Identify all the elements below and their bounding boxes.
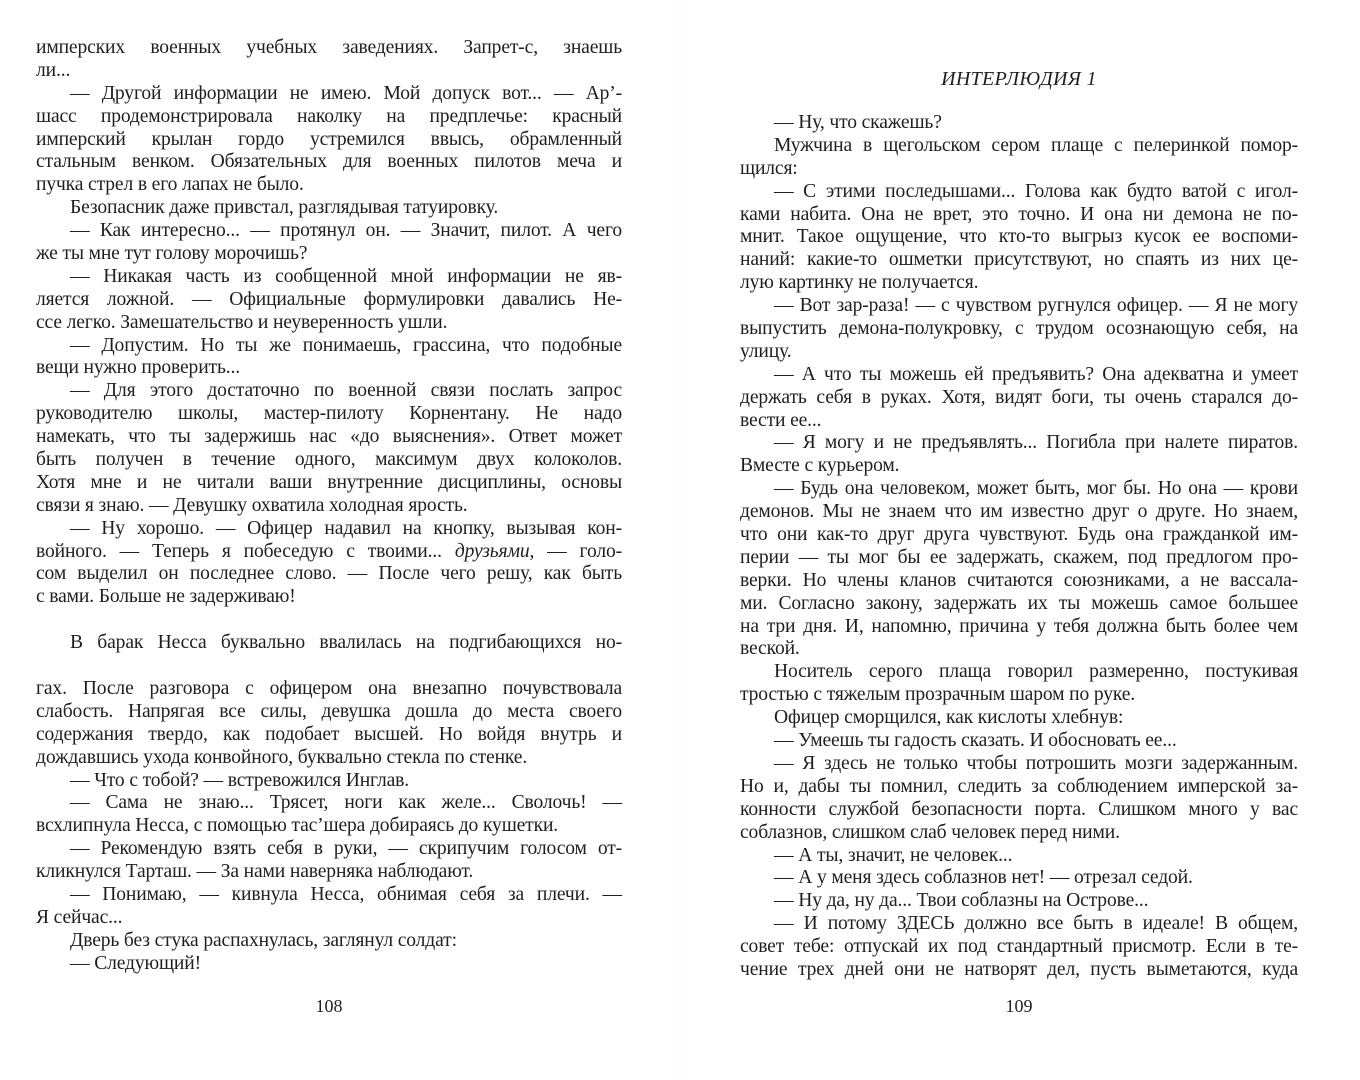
text-line: на три дня. И, напомню, причина у тебя должна быть более чем bbox=[740, 615, 1298, 637]
text-line: совет тебе: отпускай их под стандартный присмотр. Если в те- bbox=[740, 936, 1298, 958]
text-line: демонов. Мы не знаем что им известно друг о друге. Но знаем, bbox=[740, 501, 1298, 523]
text-line: Безопасник даже привстал, разглядывая татуировку. bbox=[70, 197, 499, 219]
text-line: Мужчина в щегольском сером плаще с пелеринкой помор- bbox=[774, 134, 1298, 156]
text-line: конности службой безопасности порта. Слишком много у вас bbox=[740, 798, 1298, 820]
running-head: ИНТЕРЛЮДИЯ 1 bbox=[941, 68, 1097, 90]
text-line: имперских военных учебных заведениях. Запрет-с, знаешь bbox=[36, 37, 622, 58]
text-line: — Допустим. Но ты же понимаешь, грассина, что подобные bbox=[70, 334, 622, 356]
text-line: чение трех дней они не натворят дел, пусть выметаются, куда bbox=[740, 958, 1298, 980]
page-number-right: 109 bbox=[1005, 996, 1033, 1016]
text-line: держать себя в руках. Хотя, видят боги, ты очень старался до- bbox=[740, 386, 1298, 408]
text-line: выпустить демона-полукровку, с трудом осознающую себя, на bbox=[740, 318, 1298, 340]
text-line: намекать, что ты задержишь нас «до выяснения». Ответ может bbox=[36, 426, 622, 448]
book-spine bbox=[679, 0, 681, 1080]
text-line: ляется ложной. — Официальные формулировки давались Не- bbox=[36, 288, 622, 310]
text-line: — Рекомендую взять себя в руки, — скрипучим голосом от- bbox=[70, 838, 622, 860]
text-line: — Ну хорошо. — Офицер надавил на кнопку, вызывая кон- bbox=[70, 517, 622, 539]
text-line: — Я здесь не только чтобы потрошить мозги задержанным. bbox=[774, 752, 1298, 774]
text-line: — Вот зар-раза! — с чувством ругнулся офицер. — Я не могу bbox=[774, 295, 1298, 317]
text-line: с вами. Больше не задерживаю! bbox=[36, 586, 296, 608]
text-line: быть получен в течение одного, максимум двух колоколов. bbox=[36, 449, 622, 471]
text-line: ками набита. Она не врет, это точно. И она ни демона не по- bbox=[740, 203, 1298, 225]
text-line: мнит. Такое ощущение, что кто-то выгрыз кусок ее воспоми- bbox=[740, 226, 1298, 248]
left-page-text bbox=[36, 37, 622, 976]
page-number-left: 108 bbox=[315, 996, 343, 1016]
text-line: ли... bbox=[36, 59, 71, 81]
text-line: — Ну да, ну да... Твои соблазны на Острове... bbox=[774, 890, 1149, 912]
text-line: веской. bbox=[740, 638, 800, 660]
text-line: — Следующий! bbox=[70, 952, 201, 974]
text-line: — А ты, значит, не человек... bbox=[774, 844, 1013, 866]
text-line: улицу. bbox=[740, 340, 792, 362]
text-line: дождавшись ухода конвойного, буквально стекла по стенке. bbox=[36, 746, 528, 768]
text-line: Офицер сморщился, как кислоты хлебнув: bbox=[774, 707, 1124, 729]
text-line: содержания твердо, как подобает высшей. Но войдя внутрь и bbox=[36, 723, 622, 745]
text-line: связи я знаю. — Девушку охватила холодная ярость. bbox=[36, 494, 468, 516]
text-line: стальным венком. Обязательных для военных пилотов меча и bbox=[36, 151, 622, 173]
text-line: руководителю школы, мастер-пилоту Корнентану. Не надо bbox=[36, 403, 622, 425]
text-line: же ты мне тут голову морочишь? bbox=[36, 243, 308, 265]
text-line: вещи нужно проверить... bbox=[36, 357, 240, 379]
text-line: — И потому ЗДЕСЬ должно все быть в идеале! В общем, bbox=[774, 913, 1298, 935]
text-line: войного. — Теперь я побеседую с твоими... друзьями, — голо- bbox=[36, 540, 622, 562]
text-line: — Для этого достаточно по военной связи послать запрос bbox=[70, 380, 622, 402]
text-line: — Умеешь ты гадость сказать. И обосновать ее... bbox=[774, 730, 1177, 752]
text-line: вести ее... bbox=[740, 409, 822, 431]
italic-emphasis: друзьями bbox=[454, 540, 530, 562]
text-line: ссе легко. Замешательство и неуверенность ушли. bbox=[36, 311, 448, 333]
text-line: — Как интересно... — протянул он. — Значит, пилот. А чего bbox=[70, 220, 622, 242]
text-line: — А у меня здесь соблазнов нет! — отрезал седой. bbox=[774, 867, 1193, 889]
text-line: сом выделил он последнее слово. — После чего решу, как быть bbox=[36, 563, 622, 585]
text-line: Хотя мне и не читали ваши внутренние дисциплины, основы bbox=[36, 471, 622, 493]
text-line: верки. Но члены кланов считаются союзниками, а не вассала- bbox=[740, 569, 1298, 591]
text-line: лую картинку не получается. bbox=[740, 272, 979, 294]
text-line: кликнулся Тарташ. — За нами наверняка наблюдают. bbox=[36, 861, 474, 883]
text-line: слабость. Напрягая все силы, девушка дошла до места своего bbox=[36, 700, 622, 722]
text-line: — Будь она человеком, может быть, мог бы. Но она — крови bbox=[774, 478, 1298, 500]
text-line: В барак Несса буквально ввалилась на подгибающихся но- bbox=[70, 632, 622, 654]
text-line: — Сама не знаю... Трясет, ноги как желе... Сволочь! — bbox=[70, 792, 622, 814]
text-line: Вместе с курьером. bbox=[740, 455, 900, 477]
text-line: — Понимаю, — кивнула Несса, обнимая себя за плечи. — bbox=[70, 883, 622, 905]
text-line: — Другой информации не имею. Мой допуск вот... — Ар’- bbox=[70, 82, 622, 104]
text-line: Носитель серого плаща говорил размеренно, постукивая bbox=[774, 661, 1298, 683]
text-line: соблазнов, слишком слаб человек перед ними. bbox=[740, 821, 1120, 843]
text-line: щился: bbox=[740, 157, 798, 179]
text-line: тростью с тяжелым прозрачным шаром по руке. bbox=[740, 684, 1136, 706]
text-line: гах. После разговора с офицером она внезапно почувствовала bbox=[36, 677, 622, 699]
text-line: — Ну, что скажешь? bbox=[774, 112, 942, 133]
left-page bbox=[36, 0, 622, 1080]
text-line: — С этими последышами... Голова как будто ватой с игол- bbox=[774, 180, 1298, 202]
text-line: — Никакая часть из сообщенной мной информации не яв- bbox=[70, 265, 622, 287]
right-page-text bbox=[740, 112, 1298, 982]
text-line: шасс продемонстрировала наколку на предплечье: красный bbox=[36, 105, 622, 127]
text-line: Но и, дабы ты помнил, следить за соблюдением имперской за- bbox=[740, 775, 1298, 797]
text-line: ми. Согласно закону, задержать их ты можешь самое большее bbox=[740, 592, 1298, 614]
text-line: Дверь без стука распахнулась, заглянул солдат: bbox=[70, 929, 457, 951]
text-line: пучка стрел в его лапах не было. bbox=[36, 174, 304, 196]
text-line: что они как-то друг друга чувствуют. Будь она гражданкой им- bbox=[740, 524, 1298, 546]
text-line: — Что с тобой? — встревожился Инглав. bbox=[70, 769, 409, 791]
text-line: — А что ты можешь ей предъявить? Она адекватна и умеет bbox=[774, 363, 1298, 385]
text-line: перии — ты мог бы ее задержать, скажем, под предлогом про- bbox=[740, 546, 1298, 568]
text-line: Я сейчас... bbox=[36, 906, 123, 928]
text-line: имперский крылан гордо устремился ввысь, обрамленный bbox=[36, 128, 622, 150]
right-page bbox=[740, 0, 1298, 1080]
text-line: всхлипнула Несса, с помощью тас’шера добираясь до кушетки. bbox=[36, 815, 559, 837]
text-line: — Я могу и не предъявлять... Погибла при налете пиратов. bbox=[774, 432, 1298, 454]
text-line: наний: какие-то ошметки присутствуют, но спаять из них це- bbox=[740, 249, 1298, 271]
